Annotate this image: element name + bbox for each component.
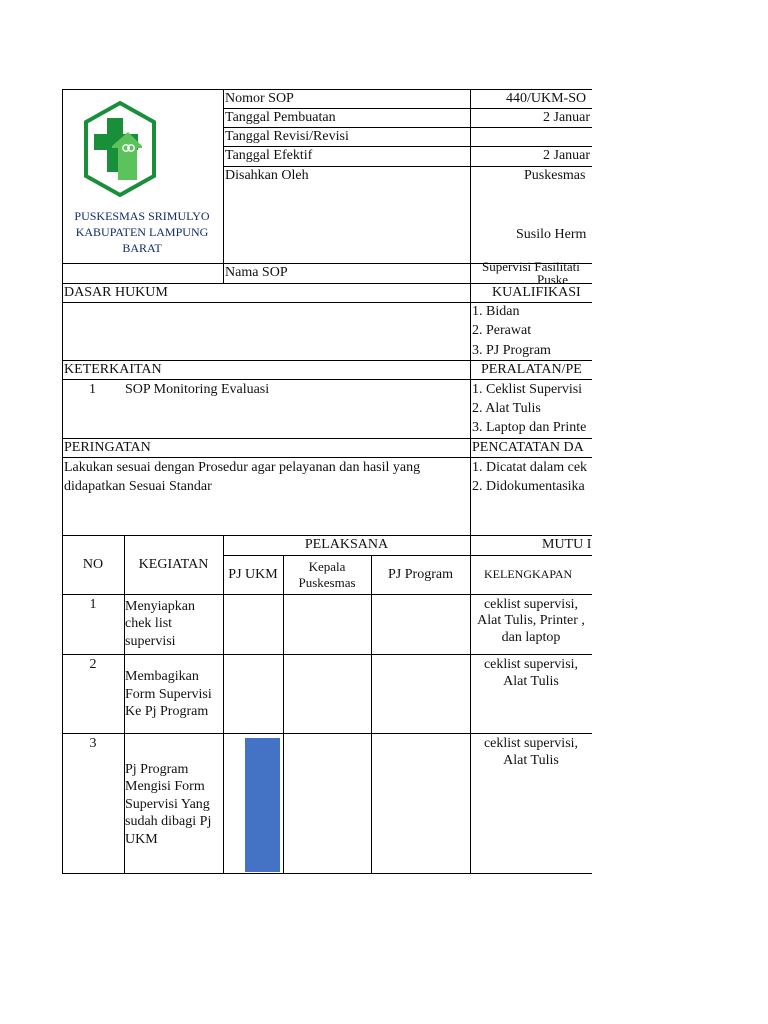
column-header-pelaksana: PELAKSANA: [304, 537, 389, 552]
pencatatan-item: 2. Didokumentasika: [472, 479, 585, 494]
caption-line: KABUPATEN LAMPUNG: [75, 225, 209, 239]
value-disahkan-oleh: Puskesmas: [524, 168, 586, 183]
rule: [62, 594, 592, 595]
peralatan-item: 3. Laptop dan Printe: [472, 420, 587, 435]
value-tanggal-pembuatan: 2 Januar: [543, 110, 591, 125]
column-header-kepala-line2: Puskesmas: [298, 575, 356, 590]
column-header-mutu: MUTU I: [542, 537, 592, 552]
rule: [62, 89, 63, 874]
kelengkapan-line: ceklist supervisi,: [483, 657, 579, 672]
pencatatan-item: 1. Dicatat dalam cek: [472, 460, 588, 475]
column-header-pj-program: PJ Program: [388, 567, 453, 582]
caption-line: PUSKESMAS SRIMULYO: [74, 209, 210, 223]
kualifikasi-item: 3. PJ Program: [472, 343, 551, 358]
row-number: 3: [89, 736, 97, 751]
label-tanggal-efektif: Tanggal Efektif: [225, 148, 313, 163]
keterkaitan-number: 1: [89, 382, 96, 397]
institution-caption: [64, 208, 220, 256]
value-nama-sop-line1: Supervisi Fasilitati: [482, 259, 580, 274]
kelengkapan-line: ceklist supervisi,: [483, 597, 579, 612]
kegiatan-line: Pj Program: [125, 762, 189, 777]
row-number: 1: [89, 597, 97, 612]
column-header-kegiatan: KEGIATAN: [138, 557, 209, 572]
rule: [223, 535, 224, 874]
value-nomor-sop: 440/UKM-SO: [506, 91, 587, 106]
kelengkapan-line: Alat Tulis: [503, 674, 559, 689]
label-tanggal-revisi: Tanggal Revisi/Revisi: [225, 129, 349, 144]
kegiatan-line: chek list: [125, 616, 173, 631]
heading-peralatan: PERALATAN/PE: [481, 362, 582, 377]
kegiatan-line: UKM: [125, 832, 158, 847]
peralatan-item: 2. Alat Tulis: [472, 401, 541, 416]
rule: [223, 89, 224, 284]
heading-kualifikasi: KUALIFIKASI: [492, 285, 581, 300]
label-nama-sop: Nama SOP: [225, 265, 288, 280]
column-header-no: NO: [82, 557, 104, 572]
kelengkapan-line: Alat Tulis, Printer ,: [477, 613, 585, 628]
rule: [62, 654, 592, 655]
kegiatan-line: sudah dibagi Pj: [125, 814, 212, 829]
peringatan-text-line: Lakukan sesuai dengan Prosedur agar pelayanan dan hasil yang: [64, 460, 421, 475]
kelengkapan-line: Alat Tulis: [503, 753, 559, 768]
kelengkapan-line: dan laptop: [501, 630, 561, 645]
puskesmas-cross-logo: [82, 100, 158, 198]
heading-peringatan: PERINGATAN: [64, 440, 151, 455]
kegiatan-line: Supervisi Yang: [125, 797, 210, 812]
column-header-kepala-line1: Kepala: [308, 559, 346, 574]
kelengkapan-line: ceklist supervisi,: [483, 736, 579, 751]
rule: [223, 555, 592, 556]
column-header-kelengkapan: KELENGKAPAN: [484, 567, 573, 581]
label-disahkan-oleh: Disahkan Oleh: [225, 168, 309, 183]
label-nomor-sop: Nomor SOP: [225, 91, 294, 106]
rule: [62, 733, 592, 734]
kualifikasi-item: 2. Perawat: [472, 323, 532, 338]
kegiatan-line: Menyiapkan: [125, 599, 195, 614]
column-header-pj-ukm: PJ UKM: [228, 567, 278, 582]
signer-name: Susilo Herm: [516, 227, 587, 242]
peralatan-item: 1. Ceklist Supervisi: [472, 382, 583, 397]
kualifikasi-item: 1. Bidan: [472, 304, 520, 319]
caption-line: BARAT: [122, 241, 162, 255]
flowchart-process-bar: [245, 738, 280, 872]
rule: [283, 555, 284, 874]
heading-pencatatan: PENCATATAN DA: [472, 440, 584, 455]
kegiatan-line: supervisi: [125, 634, 176, 649]
heading-keterkaitan: KETERKAITAN: [64, 362, 162, 377]
peringatan-text-line: didapatkan Sesuai Standar: [64, 479, 212, 494]
rule: [371, 555, 372, 874]
label-tanggal-pembuatan: Tanggal Pembuatan: [225, 110, 336, 125]
row-number: 2: [89, 657, 97, 672]
rule: [62, 379, 592, 380]
kegiatan-line: Ke Pj Program: [125, 704, 209, 719]
value-nama-sop-line2: Puske: [537, 272, 569, 287]
kegiatan-line: Form Supervisi: [125, 687, 212, 702]
value-tanggal-efektif: 2 Januar: [543, 148, 591, 163]
heading-dasar-hukum: DASAR HUKUM: [64, 285, 168, 300]
rule: [62, 457, 592, 458]
rule: [62, 873, 592, 874]
kegiatan-line: Membagikan: [125, 669, 199, 684]
keterkaitan-item: SOP Monitoring Evaluasi: [125, 382, 270, 397]
kegiatan-line: Mengisi Form: [125, 779, 205, 794]
